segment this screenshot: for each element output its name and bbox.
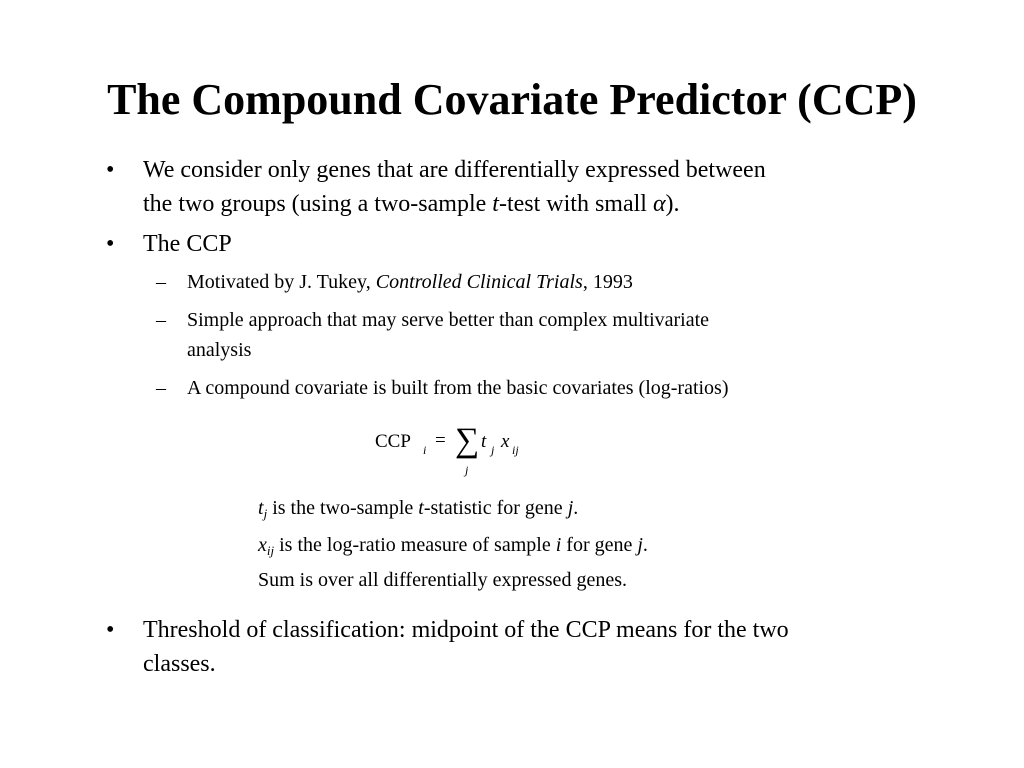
bullet-genes-line2c: ). [665,191,680,217]
alpha-symbol: α [652,191,666,217]
bullet-genes-line1: We consider only genes that are differentially expressed between [143,157,766,183]
bullet-ccp [106,227,923,261]
note-t-italic: t [418,497,424,519]
bullet-marker: • [106,617,115,643]
slide-title: The Compound Covariate Predictor (CCP) [107,75,917,124]
note-t-statistic [258,494,878,522]
note-x-gene-j: j [637,534,643,556]
bullet-genes [106,153,923,221]
formula-lhs-subscript: i [423,443,427,457]
sub-bullet-marker: – [156,271,166,293]
note-t-text-a: is the two-sample [267,497,419,519]
formula-x: x [501,431,510,452]
formula-lhs: CCP [375,431,411,452]
sub-bullet-marker: – [156,377,166,399]
bullet-genes-line2a: the two groups (using a two-sample [143,191,493,217]
note-x-var: x [258,534,267,556]
bullet-marker: • [106,231,115,257]
sub-bullet-simple-line1: Simple approach that may serve better than complex multivariate [187,309,710,331]
formula-x-subscript: ij [512,443,519,457]
formula-t-subscript: j [491,443,495,457]
note-t-end: . [573,497,579,519]
note-x-text-b: for gene [561,534,638,556]
formula-t: t [481,431,487,452]
note-x-text-a: is the log-ratio measure of sample [274,534,556,556]
note-x-sub: ij [266,543,275,558]
t-variable: t [492,191,499,217]
summation-index: j [465,463,469,477]
bullet-genes-line2b: -test with small [498,191,653,217]
bullet-marker: • [106,157,115,183]
note-x-sample-i: i [555,534,562,556]
bullet-threshold-line2: classes. [143,651,216,677]
sub-bullet-marker: – [156,309,166,331]
summation-symbol: ∑ [455,422,480,459]
note-t-text-b: -statistic for gene [423,497,568,519]
sub-bullet-simple [156,305,887,365]
ccp-formula [375,422,575,485]
note-log-ratio [258,531,878,559]
note-t-var: t [258,497,264,519]
journal-title: Controlled Clinical Trials [375,271,583,293]
sub-bullet-compound-text: A compound covariate is built from the basic covariates (log-ratios) [187,377,729,399]
formula-equals: = [435,430,446,451]
sub-bullet-simple-line2: analysis [187,339,252,361]
sub-bullet-compound [156,373,887,403]
note-t-sub: j [263,506,268,521]
sub-bullet-tukey-b: , 1993 [582,271,633,293]
note-t-gene-j: j [567,497,574,519]
note-x-end: . [642,534,648,556]
bullet-threshold [106,613,923,681]
sub-bullet-tukey-a: Motivated by J. Tukey, [187,271,376,293]
bullet-threshold-line1: Threshold of classification: midpoint of the CCP means for the two [143,617,789,643]
sub-bullet-tukey [156,267,887,297]
note-sum: Sum is over all differentially expressed genes. [258,569,627,591]
bullet-ccp-label: The CCP [143,231,232,257]
